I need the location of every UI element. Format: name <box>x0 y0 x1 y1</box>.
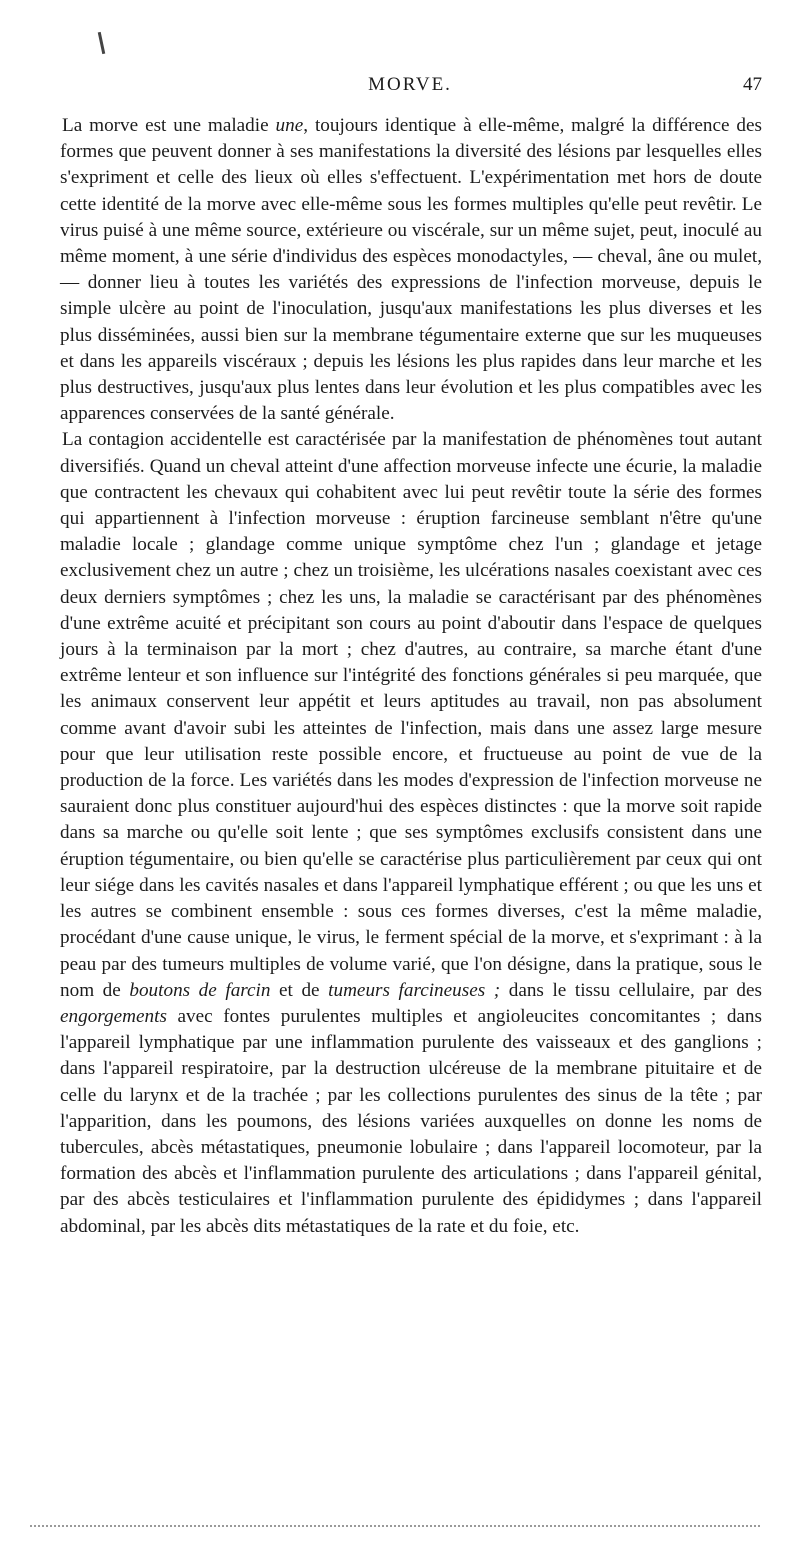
paragraph-2 <box>60 427 762 1239</box>
text-segment: et de <box>270 979 329 1001</box>
italic-segment: tumeurs farcineuses ; <box>328 979 501 1001</box>
text-segment: , toujours identique à elle-même, malgré la différence des formes que peuvent donner à ses manifestations la diversité des lésions par lesquelles elles s'expriment et celle des lieux où elles s'effectuent. L'expérimentation met hors de doute cette identité de la morve avec elle-même sous les formes multiples qu'elle peut revêtir. Le virus puisé à une même source, extérieure ou viscérale, sur un même sujet, peut, inoculé au même moment, à une série d'individus des espèces monodactyles, — cheval, âne ou mulet, — donner lieu à toutes les variétés des expressions de l'infection morveuse, depuis le simple ulcère au point de l'inoculation, jusqu'aux manifestations les plus diverses et les plus disséminées, aussi bien sur la membrane tégumentaire externe que sur les muqueuses et dans les appareils viscéraux ; depuis les lésions les plus rapides dans leur marche et les plus destructives, jusqu'aux plus lentes dans leur évolution et les plus compatibles avec les apparences conservées de la santé générale. <box>60 115 762 425</box>
italic-segment: une <box>275 115 304 136</box>
italic-segment: engorgements <box>60 1005 167 1027</box>
text-segment: avec fontes purulentes multiples et angioleucites concomitantes ; dans l'appareil lymphatique par une inflammation purulente des vaisseaux et des ganglions ; dans l'appareil respiratoire, par la destruction ulcéreuse de la membrane pituitaire et de celle du larynx et de la trachée ; par les collections purulentes des sinus de la tête ; par l'apparition, dans les poumons, des lésions variées auxquelles on donne les noms de tubercules, abcès métastatiques, pneumonie lobulaire ; dans l'appareil locomoteur, par la formation des abcès et l'inflammation purulente des articulations ; dans l'appareil génital, par des abcès testiculaires et l'inflammation purulente des épididymes ; dans l'appareil abdominal, par les abcès dits métastatiques de la rate et du foie, etc. <box>60 1005 762 1237</box>
ink-mark <box>98 32 106 54</box>
footer-rule <box>30 1525 760 1527</box>
italic-segment: boutons de farcin <box>129 979 271 1001</box>
page-header <box>58 74 762 100</box>
running-title: MORVE. <box>368 74 452 95</box>
text-segment: dans le tissu cellulaire, par des <box>500 979 762 1001</box>
paragraph-1 <box>60 113 762 427</box>
text-segment: La contagion accidentelle est caractérisée par la manifestation de phénomènes tout autant diversifiés. Quand un cheval atteint d'une affection morveuse infecte une écurie, la maladie que contractent les chevaux qui cohabitent avec lui peut revêtir toute la série des formes qui appartiennent à l'infection morveuse : éruption farcineuse semblant n'être qu'une maladie locale ; glandage comme unique symptôme chez l'un ; glandage et jetage exclusivement chez un autre ; chez un troisième, les ulcérations nasales coexistant avec ces deux derniers symptômes ; chez les uns, la maladie se caractérisant par des phénomènes d'une extrême acuité et précipitant son cours au point d'aboutir dans l'espace de quelques jours à la terminaison par la mort ; chez d'autres, au contraire, sa marche étant d'une extrême lenteur et son influence sur l'intégrité des fonctions générales si peu marquée, que les animaux conservent leur appétit et leurs aptitudes au travail, non pas absolument comme avant d'avoir subi les atteintes de l'infection, mais dans une assez large mesure pour que leur utilisation reste possible encore, et fructueuse au point de vue de la production de la force. Les variétés dans les modes d'expression de l'infection morveuse ne sauraient donc plus constituer aujourd'hui des espèces distinctes : que la morve soit rapide dans sa marche ou qu'elle soit lente ; que ses symptômes exclusifs consistent dans une éruption tégumentaire, ou bien qu'elle se caractérise plus particulièrement par ceux qui ont leur siége dans les cavités nasales et dans l'appareil lymphatique efférent ; ou que les uns et les autres se combinent ensemble : sous ces formes diverses, c'est la même maladie, procédant d'une cause unique, le virus, le ferment spécial de la morve, et s'exprimant : à la peau par des tumeurs multiples de volume varié, que l'on désigne, dans la pratique, sous le nom de <box>60 429 762 1001</box>
text-segment: La morve est une maladie <box>62 115 276 136</box>
page-number: 47 <box>743 74 762 95</box>
body-text <box>60 113 762 1240</box>
